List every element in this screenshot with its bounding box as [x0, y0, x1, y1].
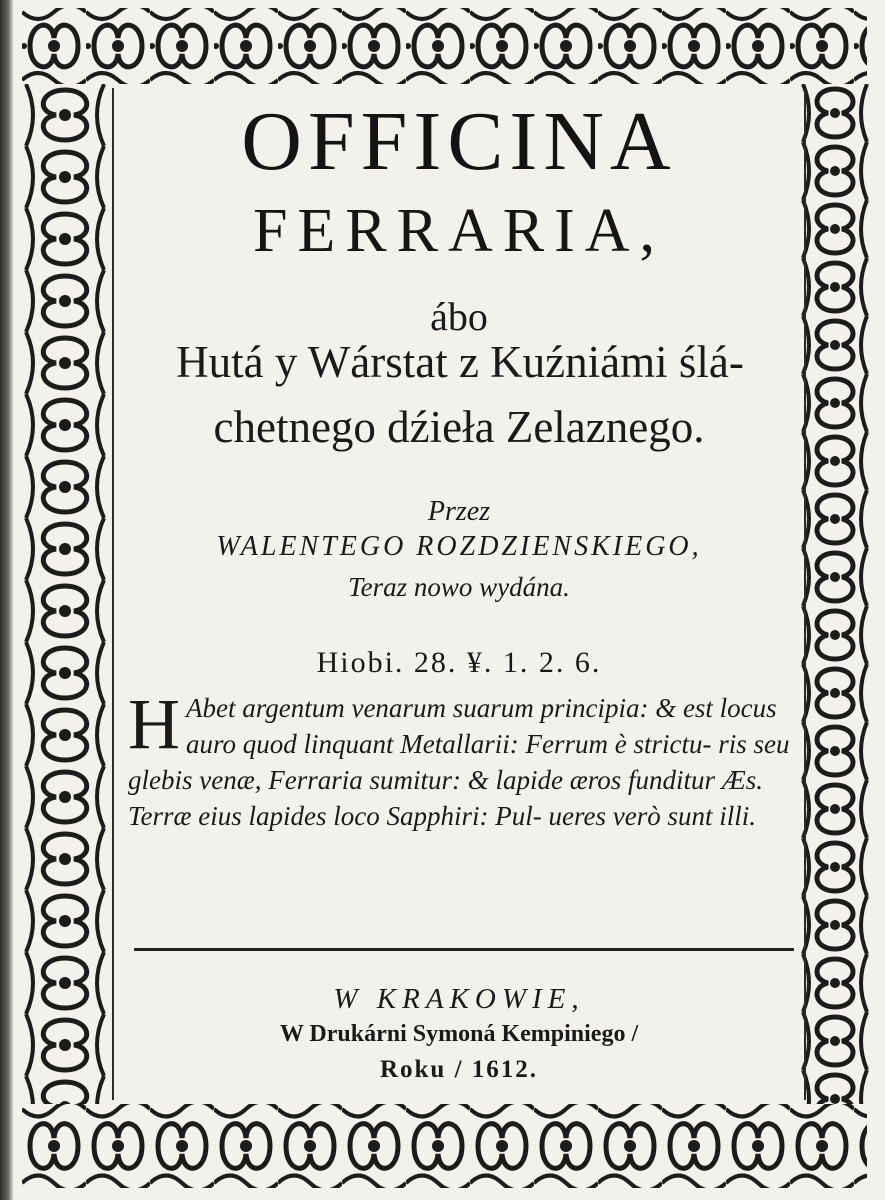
quote-text: Abet argentum venarum suarum principia: & est locus auro quod linquant Metallarii: Ferrum è strictu- ris seu glebis venæ, Ferraria sumitur: & lapide æros funditur Æs. Terræ eius lapides loco Sapphiri: Pul- ueres verò sunt illi.	[128, 693, 790, 831]
subtitle: FERRARIA,	[252, 197, 666, 265]
author-name: WALENTEGO ROZDZIENSKIEGO,	[216, 531, 702, 562]
title-line-2: chetnego dźieła Zelaznego.	[213, 402, 705, 452]
bible-citation: Hiobi. 28. ¥. 1. 2. 6.	[316, 646, 602, 679]
conjunction: ábo	[430, 294, 488, 339]
title-line-1: Hutá y Wárstat z Kuźniámi ślá-	[176, 337, 744, 387]
binding-shadow	[0, 0, 14, 1200]
ornament-border-left	[22, 84, 108, 1104]
imprint-year: Roku / 1612.	[379, 1056, 539, 1083]
ornament-border-bottom	[22, 1104, 867, 1188]
imprint-printer: W Drukárni Symoná Kempiniego /	[279, 1021, 639, 1047]
imprint-place: W KRAKOWIE,	[333, 983, 585, 1015]
edition-note: Teraz nowo wydána.	[348, 572, 570, 602]
latin-quote	[128, 684, 800, 834]
by-label: Przez	[427, 496, 491, 527]
ornament-border-top	[22, 8, 867, 84]
ornament-border-right	[800, 84, 870, 1104]
title: OFFICINA	[241, 95, 677, 188]
drop-cap: H	[128, 684, 180, 764]
divider-rule	[134, 948, 794, 951]
